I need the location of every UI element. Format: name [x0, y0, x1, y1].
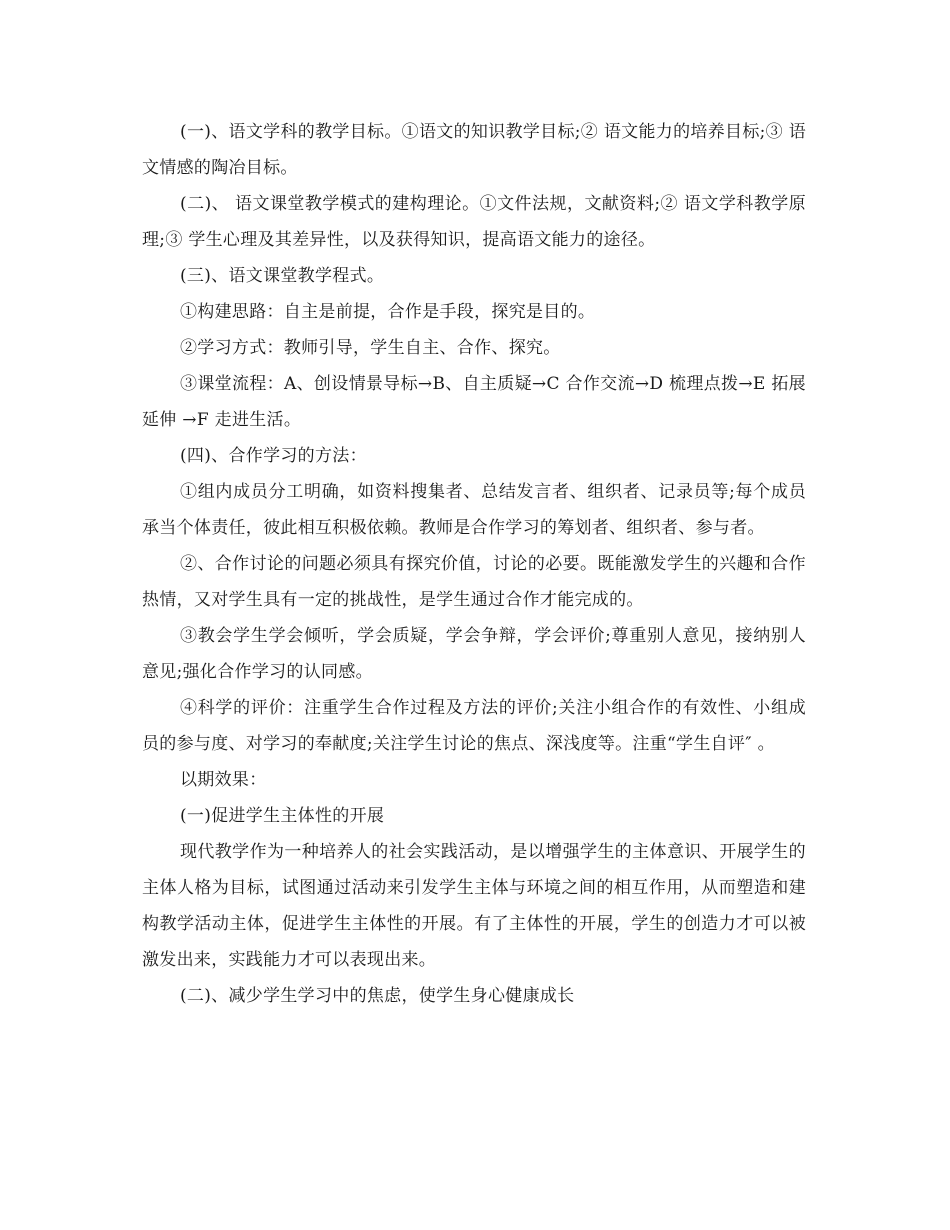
paragraph-listening-skills: ③教会学生学会倾听，学会质疑，学会争辩，学会评价;尊重别人意见，接纳别人意见;强化合作学习的认同感。 [142, 626, 806, 682]
paragraph-student-subjectivity-heading: (一)促进学生主体性的开展 [180, 806, 385, 826]
paragraph-teaching-goals: (一)、语文学科的教学目标。①语文的知识教学目标;② 语文能力的培养目标;③ 语文情感的陶冶目标。 [142, 122, 806, 178]
paragraph-construction-idea: ①构建思路：自主是前提，合作是手段，探究是目的。 [180, 302, 596, 322]
paragraph-classroom-flow: ③课堂流程：A、创设情景导标→B、自主质疑→C 合作交流→D 梳理点拨→E 拓展延伸 →F 走进生活。 [142, 374, 806, 430]
paragraph-scientific-evaluation: ④科学的评价：注重学生合作过程及方法的评价;关注小组合作的有效性、小组成员的参与度、对学习的奉献度;关注学生讨论的焦点、深浅度等。注重“学生自评″ 。 [142, 698, 806, 754]
paragraph-model-theory: (二)、 语文课堂教学模式的建构理论。①文件法规，文献资料;② 语文学科教学原理;③ 学生心理及其差异性，以及获得知识，提高语文能力的途径。 [142, 194, 806, 250]
document-body [142, 114, 806, 1014]
paragraph-discussion-questions: ②、合作讨论的问题必须具有探究价值，讨论的必要。既能激发学生的兴趣和合作热情，又对学生具有一定的挑战性，是学生通过合作才能完成的。 [142, 554, 806, 610]
paragraph-learning-method: ②学习方式：教师引导，学生自主、合作、探究。 [180, 338, 561, 358]
paragraph-reduce-anxiety-heading: (二)、减少学生学习中的焦虑，使学生身心健康成长 [180, 986, 575, 1006]
paragraph-modern-teaching: 现代教学作为一种培养人的社会实践活动，是以增强学生的主体意识、开展学生的主体人格为目标，试图通过活动来引发学生主体与环境之间的相互作用，从而塑造和建构教学活动主体，促进学生主体性的开展。有了主体性的开展，学生的创造力才可以被激发出来，实践能力才可以表现出来。 [142, 842, 806, 970]
paragraph-cooperative-learning-heading: (四)、合作学习的方法： [180, 446, 367, 466]
paragraph-group-roles: ①组内成员分工明确，如资料搜集者、总结发言者、组织者、记录员等;每个成员承当个体责任，彼此相互积极依赖。教师是合作学习的筹划者、组织者、参与者。 [142, 482, 806, 538]
paragraph-expected-effects-heading: 以期效果： [180, 770, 267, 790]
paragraph-classroom-procedure-heading: (三)、语文课堂教学程式。 [180, 266, 385, 286]
